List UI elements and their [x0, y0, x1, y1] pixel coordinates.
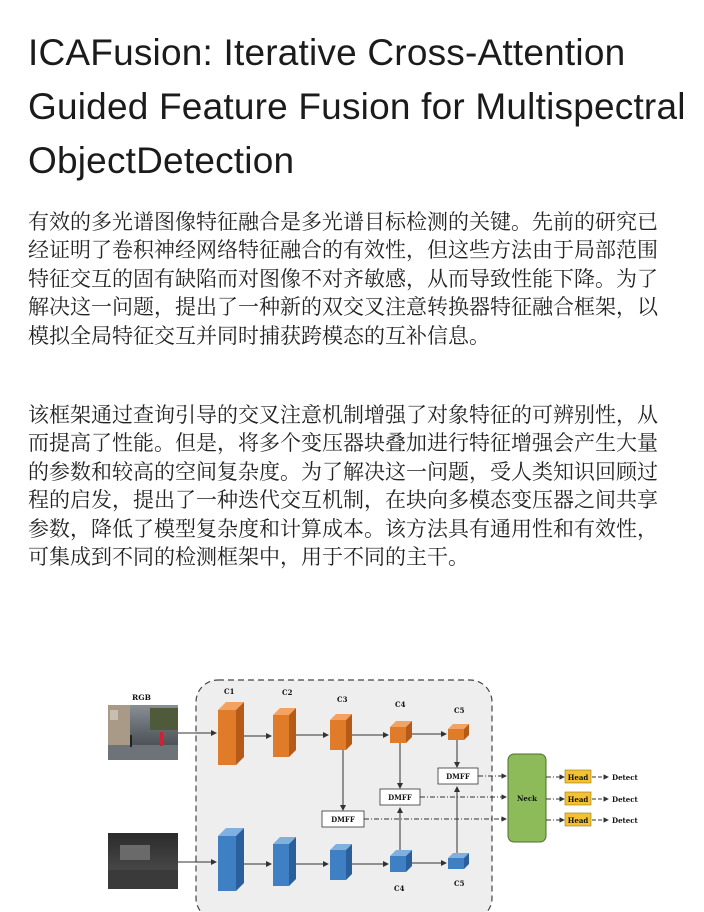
rgb-block-c5 — [448, 724, 469, 740]
head-2 — [565, 792, 591, 805]
stage-label-c3: C3 — [337, 695, 348, 704]
thermal-block-c1 — [218, 828, 244, 891]
head-to-detect-arrows — [592, 777, 608, 820]
thermal-input-image — [108, 833, 178, 889]
rgb-block-c1 — [218, 702, 244, 765]
detect-label-3: Detect — [612, 816, 638, 825]
abstract-paragraph-2: 该框架通过查询引导的交叉注意机制增强了对象特征的可辨别性，从而提高了性能。但是，将多个变压器块叠加进行特征增强会产生大量的参数和较高的空间复杂度。为了解决这一问题，受人类知识回顾过程的启发，提出了一种迭代交互机制，在块向多模态变压器之间共享参数，降低了模型复杂度和计算成本。该方法具有通用性和有效性，可集成到不同的检测框架中，用于不同的主干。 — [28, 403, 658, 570]
head-1 — [565, 770, 591, 783]
rgb-block-c2 — [273, 708, 296, 757]
neck-label: Neck — [517, 794, 537, 803]
head-label-1: Head — [567, 773, 589, 782]
head-label-3: Head — [567, 816, 589, 825]
dmff-box-c3 — [322, 811, 364, 827]
rgb-label: RGB — [132, 693, 151, 702]
bottom-stage-label-c4: C4 — [394, 884, 405, 893]
head-label-2: Head — [567, 795, 589, 804]
dmff-label-c4: DMFF — [388, 793, 412, 802]
dmff-label-c5: DMFF — [446, 772, 470, 781]
stage-label-c4: C4 — [395, 700, 406, 709]
architecture-figure — [0, 640, 704, 912]
thermal-block-c2 — [273, 837, 296, 886]
paper-title: ICAFusion: Iterative Cross-Attention Guided Feature Fusion for Multispectral ObjectDetection — [28, 32, 686, 181]
architecture-diagram — [0, 640, 704, 912]
detect-label-1: Detect — [612, 773, 638, 782]
detect-label-2: Detect — [612, 795, 638, 804]
thermal-block-c4 — [390, 850, 412, 872]
rgb-input-image — [108, 705, 178, 760]
dmff-box-c4 — [380, 789, 420, 805]
rgb-block-c3 — [330, 714, 352, 750]
rgb-block-c4 — [390, 721, 412, 743]
bottom-stage-label-c5: C5 — [454, 879, 465, 888]
dmff-box-c5 — [438, 768, 478, 784]
abstract-paragraph-1: 有效的多光谱图像特征融合是多光谱目标检测的关键。先前的研究已经证明了卷积神经网络特征融合的有效性，但这些方法由于局部范围特征交互的固有缺陷而对图像不对齐敏感，从而导致性能下降。为了解决这一问题，提出了一种新的双交叉注意转换器特征融合框架，以模拟全局特征交互并同时捕获跨模态的互补信息。 — [28, 210, 658, 348]
neck-to-head-arrows — [546, 777, 564, 820]
head-3 — [565, 813, 591, 826]
neck-module — [508, 754, 546, 842]
stage-label-c5: C5 — [454, 706, 465, 715]
stage-label-c2: C2 — [282, 688, 293, 697]
thermal-block-c3 — [330, 844, 352, 880]
stage-label-c1: C1 — [224, 687, 235, 696]
dmff-label-c3: DMFF — [331, 815, 355, 824]
thermal-block-c5 — [448, 853, 469, 869]
